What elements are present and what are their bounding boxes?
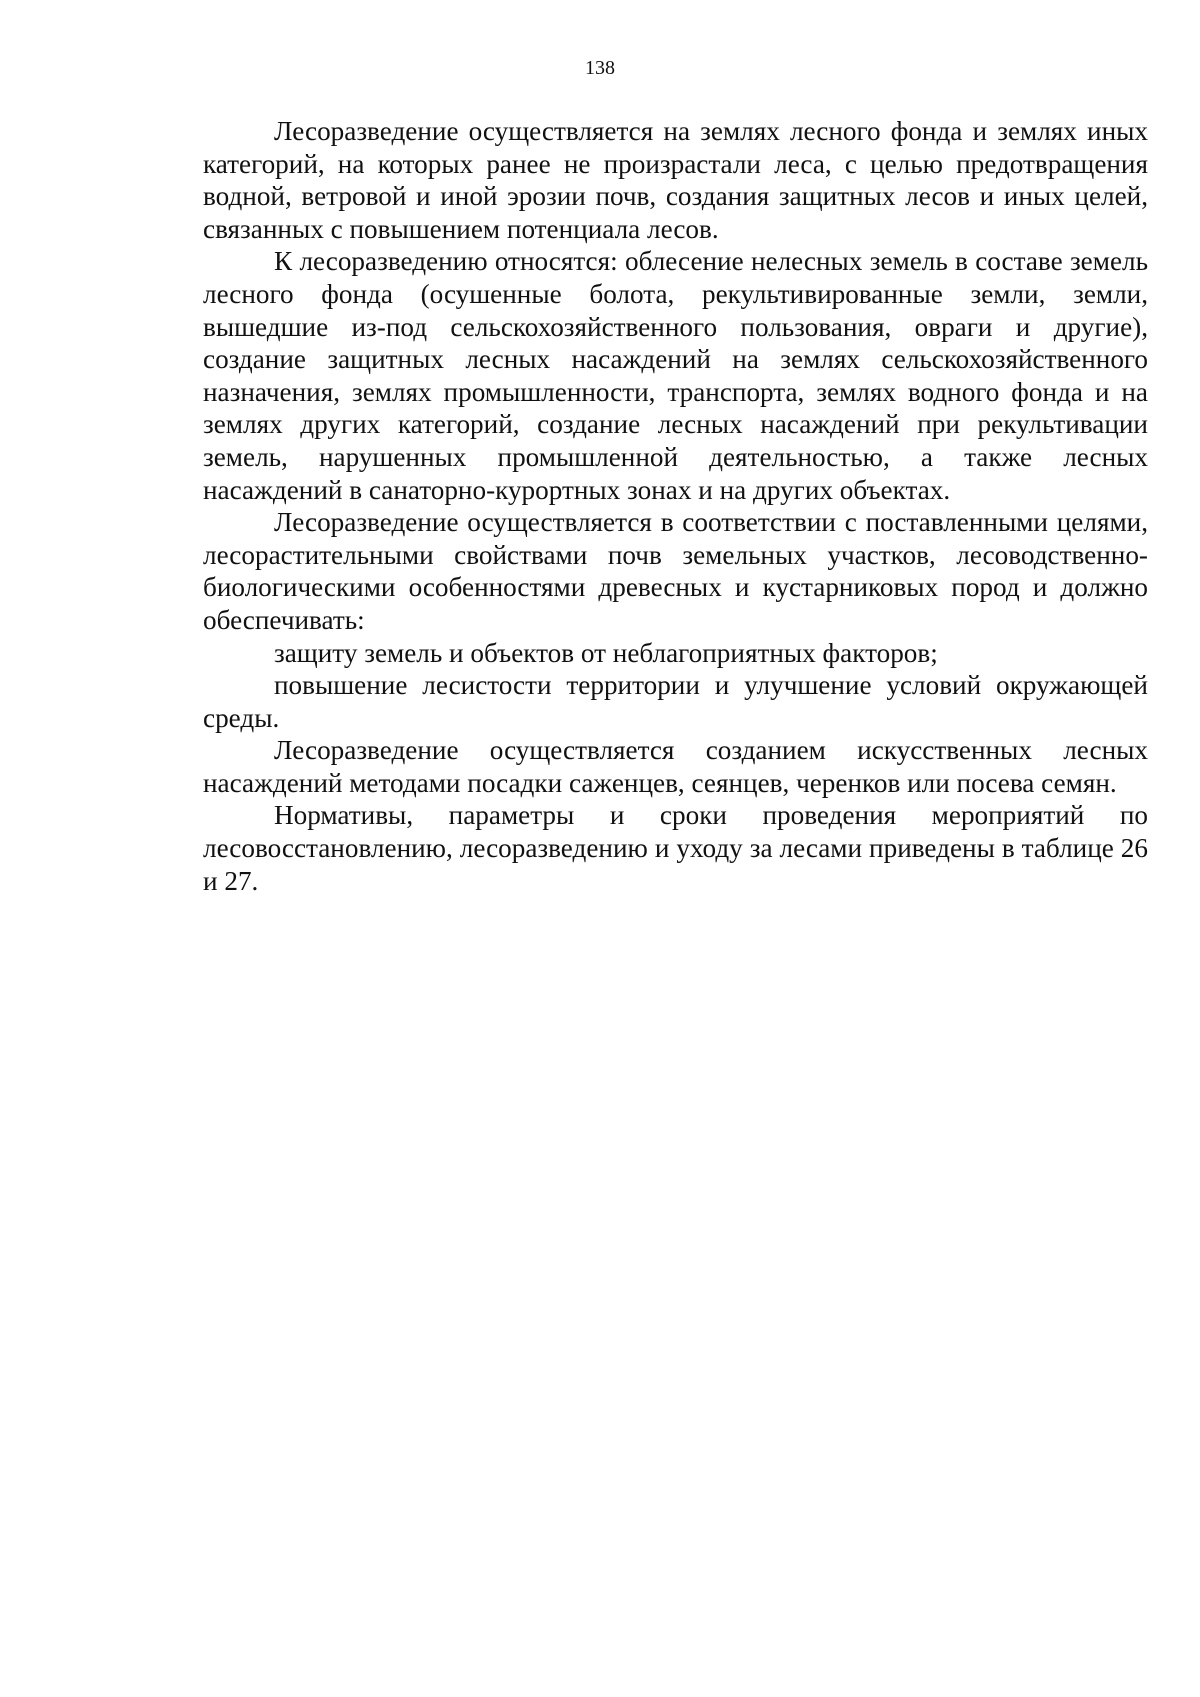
paragraph-list-item-forest-cover: повышение лесистости территории и улучшение условий окружающей среды. [203,670,1148,733]
paragraph-afforestation-methods: Лесоразведение осуществляется созданием искусственных лесных насаждений методами посадки саженцев, сеянцев, черенков или посева семян. [203,735,1148,798]
paragraph-list-item-land-protection: защиту земель и объектов от неблагоприятных факторов; [274,637,938,668]
page-body [203,115,1148,897]
paragraph-afforestation-goals: Лесоразведение осуществляется в соответствии с поставленными целями, лесорастительными свойствами почв земельных участков, лесоводственно-биологическими особенностями древесных и кустарниковых пород и должно обеспечивать: [203,507,1148,635]
paragraph-norms-reference: Нормативы, параметры и сроки проведения мероприятий по лесовосстановлению, лесоразведению и уходу за лесами приведены в таблице 26 и 27. [203,800,1148,896]
paragraph-afforestation-definition: Лесоразведение осуществляется на землях лесного фонда и землях иных категорий, на которых ранее не произрастали леса, с целью предотвращения водной, ветровой и иной эрозии почв, создания защитных лесов и иных целей, связанных с повышением потенциала лесов. [203,116,1148,244]
page-number: 138 [585,57,615,79]
paragraph-afforestation-types: К лесоразведению относятся: облесение нелесных земель в составе земель лесного фонда (осушенные болота, рекультивированные земли, земли, вышедшие из-под сельскохозяйственного пользования, овраги и другие), создание защитных лесных насаждений на землях сельскохозяйственного назначения, землях промышленности, транспорта, землях водного фонда и на землях других категорий, создание лесных насаждений при рекультивации земель, нарушенных промышленной деятельностью, а также лесных насаждений в санаторно-курортных зонах и на других объектах. [203,246,1148,505]
